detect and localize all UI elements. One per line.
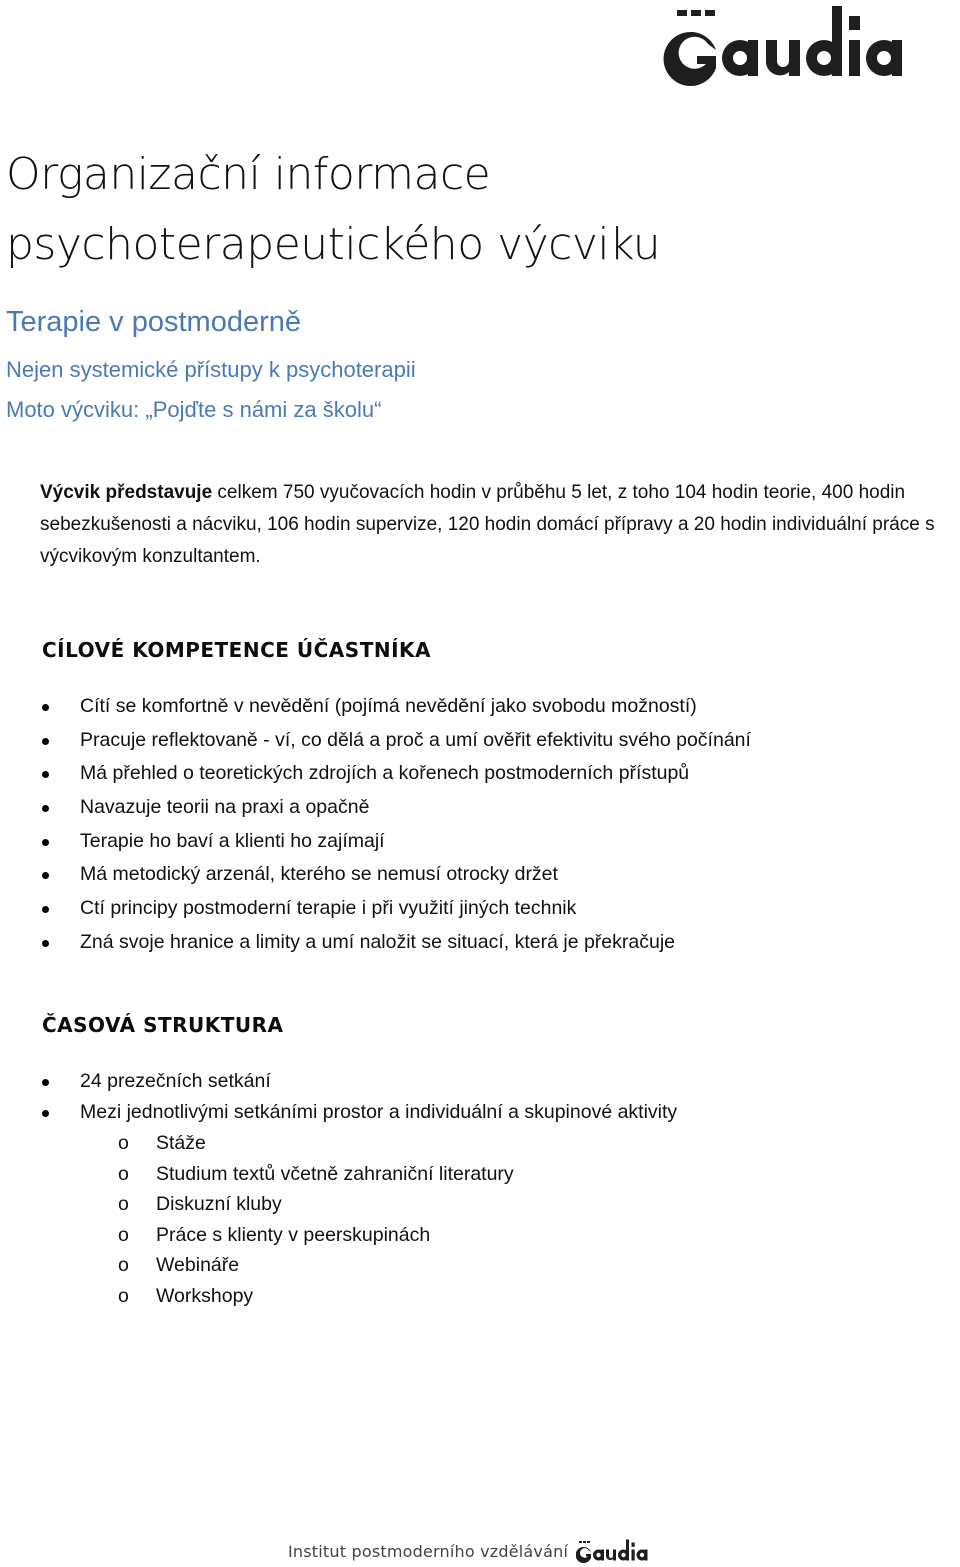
bullet-icon bbox=[42, 805, 49, 812]
bullet-icon bbox=[42, 1079, 49, 1086]
footer-text: Institut postmoderního vzdělávání bbox=[288, 1541, 569, 1561]
competence-item: Pracuje reflektovaně - ví, co dělá a proč a umí ověřit efektivitu svého počínání bbox=[42, 724, 751, 758]
page-title-line1: Organizační informace bbox=[6, 149, 491, 200]
bullet-icon bbox=[42, 738, 49, 745]
bullet-icon bbox=[42, 940, 49, 947]
activities-sublist bbox=[118, 1128, 514, 1312]
competence-item: Cítí se komfortně v nevědění (pojímá nevědění jako svobodu možností) bbox=[42, 690, 751, 724]
activity-item: o Práce s klienty v peerskupinách bbox=[118, 1220, 514, 1251]
gaudia-logo bbox=[660, 0, 960, 95]
time-structure-item: Mezi jednotlivými setkáními prostor a individuální a skupinové aktivity bbox=[42, 1097, 677, 1128]
subtitle-secondary: Nejen systemické přístupy k psychoterapii bbox=[6, 357, 416, 382]
intro-text: celkem 750 vyučovacích hodin v průběhu 5 let, z toho 104 hodin teorie, 400 hodin sebezkušenosti a nácviku, 106 hodin supervize, 120 hodin domácí přípravy a 20 hodin individuální práce s výcvikovým konzultantem. bbox=[40, 482, 935, 567]
time-structure-heading: ČASOVÁ STRUKTURA bbox=[42, 1013, 284, 1037]
competence-item: Zná svoje hranice a limity a umí naložit se situací, která je překračuje bbox=[42, 926, 751, 960]
time-structure-list bbox=[42, 1066, 677, 1128]
competence-item: Navazuje teorii na praxi a opačně bbox=[42, 791, 751, 825]
competence-item: Má přehled o teoretických zdrojích a kořenech postmoderních přístupů bbox=[42, 757, 751, 791]
sub-bullet-icon: o bbox=[118, 1223, 129, 1246]
activity-item: o Stáže bbox=[118, 1128, 514, 1159]
sub-bullet-icon: o bbox=[118, 1193, 129, 1216]
bullet-icon bbox=[42, 1110, 49, 1117]
activity-item: o Diskuzní kluby bbox=[118, 1189, 514, 1220]
time-structure-item: 24 prezečních setkání bbox=[42, 1066, 677, 1097]
bullet-icon bbox=[42, 704, 49, 711]
competence-item: Má metodický arzenál, kterého se nemusí otrocky držet bbox=[42, 858, 751, 892]
sub-bullet-icon: o bbox=[118, 1162, 129, 1185]
sub-bullet-icon: o bbox=[118, 1284, 129, 1307]
sub-bullet-icon: o bbox=[118, 1132, 129, 1154]
subtitle-main: Terapie v postmoderně bbox=[6, 306, 301, 338]
bullet-icon bbox=[42, 839, 49, 846]
intro-bold: Výcvik představuje bbox=[40, 482, 213, 503]
subtitle-motto: Moto výcviku: „Pojďte s námi za školu“ bbox=[6, 397, 382, 422]
competences-list bbox=[42, 690, 751, 960]
sub-bullet-icon: o bbox=[118, 1254, 129, 1277]
competences-heading: CÍLOVÉ KOMPETENCE ÚČASTNÍKA bbox=[42, 638, 431, 662]
competence-item: Ctí principy postmoderní terapie i při využití jiných technik bbox=[42, 892, 751, 926]
activity-item: o Workshopy bbox=[118, 1281, 514, 1312]
page-title-line2: psychoterapeutického výcviku bbox=[6, 219, 661, 270]
bullet-icon bbox=[42, 872, 49, 879]
bullet-icon bbox=[42, 906, 49, 913]
footer bbox=[288, 1538, 656, 1564]
page-title bbox=[6, 140, 660, 280]
footer-gaudia-logo bbox=[576, 1538, 656, 1564]
bullet-icon bbox=[42, 771, 49, 778]
activity-item: o Webináře bbox=[118, 1250, 514, 1281]
competence-item: Terapie ho baví a klienti ho zajímají bbox=[42, 825, 751, 859]
intro-paragraph bbox=[40, 477, 945, 573]
activity-item: o Studium textů včetně zahraniční literatury bbox=[118, 1159, 514, 1190]
